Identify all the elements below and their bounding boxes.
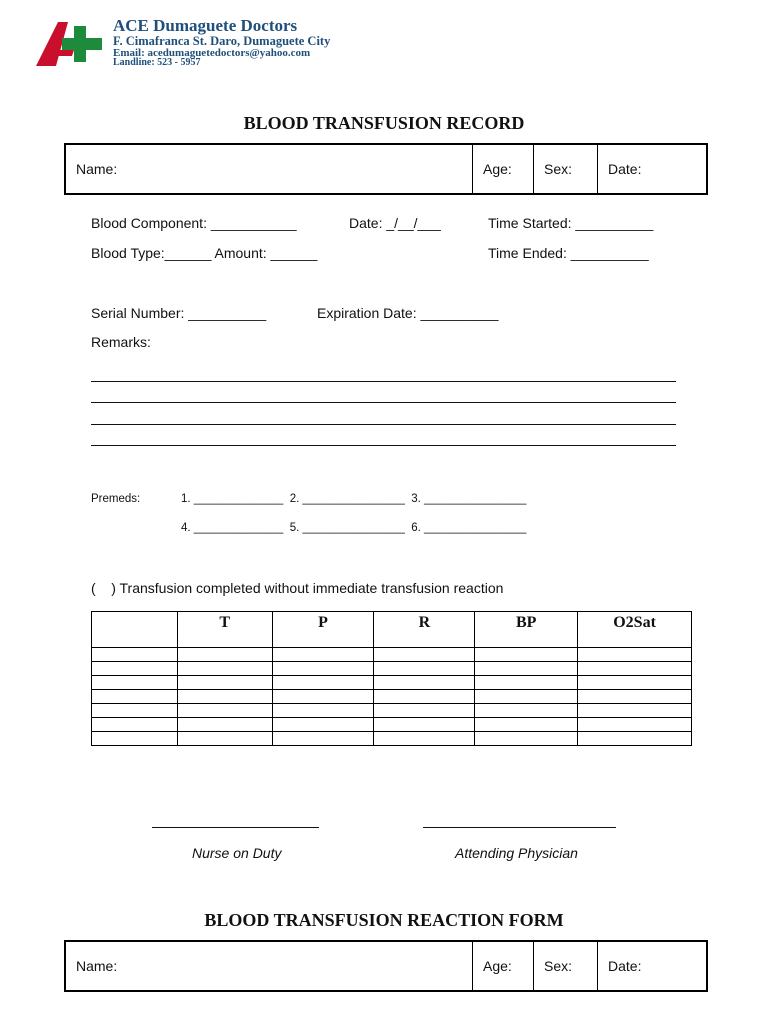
table-cell[interactable]	[177, 690, 272, 704]
premeds-row-1[interactable]: 1. ______________ 2. ________________ 3. ________________	[181, 493, 527, 505]
table-cell[interactable]	[272, 690, 374, 704]
table-cell[interactable]	[272, 662, 374, 676]
table-cell[interactable]	[92, 690, 178, 704]
table-cell[interactable]	[578, 732, 692, 746]
table-cell[interactable]	[272, 648, 374, 662]
date-field[interactable]: Date:	[597, 145, 706, 193]
table-cell[interactable]	[374, 718, 475, 732]
table-cell[interactable]	[92, 718, 178, 732]
table-cell[interactable]	[578, 676, 692, 690]
blood-component-field[interactable]: Blood Component: ___________	[91, 215, 297, 231]
table-cell[interactable]	[475, 718, 578, 732]
table-cell[interactable]	[475, 676, 578, 690]
name-field[interactable]: Name:	[76, 958, 118, 974]
clinic-email: Email: acedumaguetedoctors@yahoo.com	[113, 47, 311, 59]
table-cell[interactable]	[374, 648, 475, 662]
table-cell[interactable]	[475, 648, 578, 662]
vitals-header-row	[92, 612, 692, 648]
table-cell[interactable]	[475, 662, 578, 676]
table-cell[interactable]	[475, 704, 578, 718]
table-row	[92, 690, 692, 704]
table-cell[interactable]	[92, 704, 178, 718]
blood-type-amount-field[interactable]: Blood Type:______ Amount: ______	[91, 245, 318, 261]
table-cell[interactable]	[374, 690, 475, 704]
age-field[interactable]: Age:	[472, 942, 533, 990]
table-cell[interactable]	[578, 718, 692, 732]
table-row	[92, 662, 692, 676]
vitals-header-t: T	[177, 612, 272, 648]
table-cell[interactable]	[578, 690, 692, 704]
table-cell[interactable]	[177, 662, 272, 676]
table-cell[interactable]	[272, 704, 374, 718]
attending-physician-label: Attending Physician	[455, 845, 578, 861]
reaction-form-title: BLOOD TRANSFUSION REACTION FORM	[204, 910, 564, 930]
name-field[interactable]: Name:	[76, 161, 118, 177]
vitals-header-o2sat: O2Sat	[578, 612, 692, 648]
table-cell[interactable]	[475, 732, 578, 746]
table-row	[92, 676, 692, 690]
table-cell[interactable]	[475, 690, 578, 704]
transfusion-date-field[interactable]: Date: _/__/___	[349, 215, 441, 231]
remarks-line[interactable]	[91, 381, 676, 382]
nurse-signature-line[interactable]	[152, 827, 319, 828]
table-cell[interactable]	[272, 676, 374, 690]
table-cell[interactable]	[177, 732, 272, 746]
remarks-label: Remarks:	[91, 334, 151, 350]
sex-field[interactable]: Sex:	[533, 145, 597, 193]
remarks-line[interactable]	[91, 424, 676, 425]
table-cell[interactable]	[578, 662, 692, 676]
premeds-row-2[interactable]: 4. ______________ 5. ________________ 6. ________________	[181, 522, 527, 534]
table-cell[interactable]	[92, 732, 178, 746]
record-title: BLOOD TRANSFUSION RECORD	[243, 113, 525, 133]
time-ended-field[interactable]: Time Ended: __________	[488, 245, 649, 261]
table-cell[interactable]	[272, 718, 374, 732]
expiration-date-field[interactable]: Expiration Date: __________	[317, 305, 499, 321]
clinic-name: ACE Dumaguete Doctors	[113, 16, 298, 35]
table-row	[92, 718, 692, 732]
age-field[interactable]: Age:	[472, 145, 533, 193]
remarks-line[interactable]	[91, 402, 676, 403]
table-cell[interactable]	[578, 704, 692, 718]
remarks-line[interactable]	[91, 445, 676, 446]
table-cell[interactable]	[92, 662, 178, 676]
clinic-address: F. Cimafranca St. Daro, Dumaguete City	[113, 34, 331, 48]
nurse-on-duty-label: Nurse on Duty	[192, 845, 282, 861]
vitals-header-blank	[92, 612, 178, 648]
physician-signature-line[interactable]	[423, 827, 616, 828]
table-cell[interactable]	[272, 732, 374, 746]
table-cell[interactable]	[177, 704, 272, 718]
table-cell[interactable]	[374, 732, 475, 746]
table-cell[interactable]	[374, 704, 475, 718]
table-row	[92, 704, 692, 718]
table-cell[interactable]	[92, 648, 178, 662]
table-cell[interactable]	[374, 662, 475, 676]
table-cell[interactable]	[177, 718, 272, 732]
clinic-logo	[34, 20, 104, 68]
vitals-header-r: R	[374, 612, 475, 648]
table-cell[interactable]	[374, 676, 475, 690]
completion-checkbox-statement[interactable]: ( ) Transfusion completed without immediate transfusion reaction	[91, 580, 504, 596]
serial-number-field[interactable]: Serial Number: __________	[91, 305, 267, 321]
vitals-header-bp: BP	[475, 612, 578, 648]
table-cell[interactable]	[578, 648, 692, 662]
table-row	[92, 648, 692, 662]
time-started-field[interactable]: Time Started: __________	[488, 215, 654, 231]
patient-info-box	[64, 143, 708, 195]
table-cell[interactable]	[92, 676, 178, 690]
premeds-label: Premeds:	[91, 493, 141, 505]
clinic-landline: Landline: 523 - 5957	[113, 57, 201, 68]
table-row	[92, 732, 692, 746]
sex-field[interactable]: Sex:	[533, 942, 597, 990]
reaction-patient-info-box	[64, 940, 708, 992]
table-cell[interactable]	[177, 676, 272, 690]
table-cell[interactable]	[177, 648, 272, 662]
vital-signs-table	[91, 611, 692, 746]
date-field[interactable]: Date:	[597, 942, 706, 990]
vitals-header-p: P	[272, 612, 374, 648]
